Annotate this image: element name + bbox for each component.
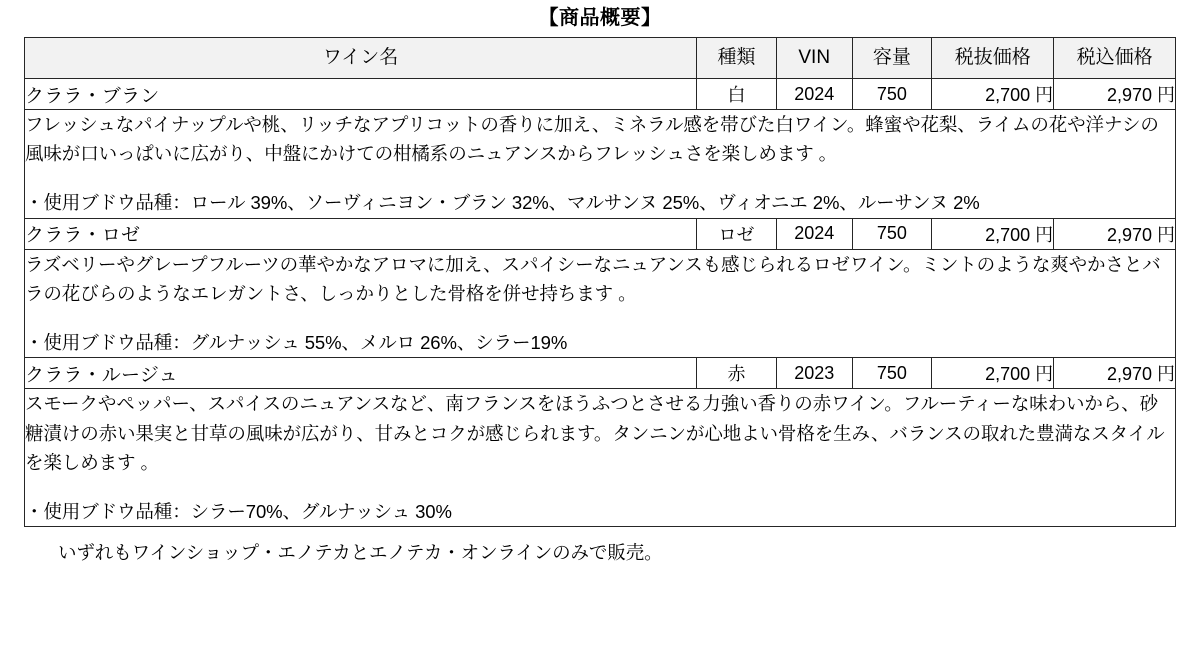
table-description-row — [25, 110, 1176, 219]
wine-grape-varieties: ・使用ブドウ品種：ロール 39%、ソーヴィニヨン・ブラン 32%、マルサンヌ 25%、ヴィオニエ 2%、ルーサンヌ 2% — [25, 192, 980, 214]
wine-type: ロゼ — [697, 218, 777, 249]
table-header-row — [25, 38, 1176, 79]
product-summary-table — [24, 37, 1176, 527]
wine-vintage: 2024 — [776, 79, 852, 110]
table-row — [25, 218, 1176, 249]
wine-name: クララ・ブラン — [25, 79, 697, 110]
wine-description-cell — [25, 249, 1176, 358]
wine-name: クララ・ロゼ — [25, 218, 697, 249]
column-header-price-excl: 税抜価格 — [932, 38, 1054, 79]
wine-price-excl: 2,700 円 — [932, 358, 1054, 389]
wine-volume: 750 — [852, 218, 932, 249]
wine-vintage: 2023 — [776, 358, 852, 389]
wine-type: 白 — [697, 79, 777, 110]
wine-price-incl: 2,970 円 — [1054, 218, 1176, 249]
footnote: いずれもワインショップ・エノテカとエノテカ・オンラインのみで販売。 — [58, 542, 663, 564]
wine-description: スモークやペッパー、スパイスのニュアンスなど、南フランスをほうふつとさせる力強い香りの赤ワイン。フルーティーな味わいから、砂糖漬けの赤い果実と甘草の風味が広がり、甘みとコクが感じられます。タンニンが心地よい骨格を生み、バランスの取れた豊満なスタイルを楽しめます 。 — [25, 393, 1165, 473]
column-header-volume: 容量 — [852, 38, 932, 79]
table-row — [25, 79, 1176, 110]
table-description-row — [25, 389, 1176, 527]
column-header-price-incl: 税込価格 — [1054, 38, 1176, 79]
table-body — [25, 79, 1176, 527]
wine-description: ラズベリーやグレープフルーツの華やかなアロマに加え、スパイシーなニュアンスも感じられるロゼワイン。ミントのような爽やかさとバラの花びらのようなエレガントさ、しっかりとした骨格を併せ持ちます 。 — [25, 253, 1161, 304]
wine-price-incl: 2,970 円 — [1054, 79, 1176, 110]
wine-volume: 750 — [852, 79, 932, 110]
wine-description: フレッシュなパイナップルや桃、リッチなアプリコットの香りに加え、ミネラル感を帯びた白ワイン。蜂蜜や花梨、ライムの花や洋ナシの風味が口いっぱいに広がり、中盤にかけての柑橘系のニュアンスからフレッシュさを楽しめます 。 — [25, 114, 1159, 165]
wine-price-excl: 2,700 円 — [932, 79, 1054, 110]
wine-grape-varieties: ・使用ブドウ品種：シラー70%、グルナッシュ 30% — [25, 500, 452, 522]
wine-price-incl: 2,970 円 — [1054, 358, 1176, 389]
column-header-type: 種類 — [697, 38, 777, 79]
table-row — [25, 358, 1176, 389]
wine-price-excl: 2,700 円 — [932, 218, 1054, 249]
column-header-wine-name: ワイン名 — [25, 38, 697, 79]
wine-type: 赤 — [697, 358, 777, 389]
table-header — [25, 38, 1176, 79]
column-header-vin: VIN — [776, 38, 852, 79]
wine-vintage: 2024 — [776, 218, 852, 249]
table-description-row — [25, 249, 1176, 358]
wine-name: クララ・ルージュ — [25, 358, 697, 389]
wine-volume: 750 — [852, 358, 932, 389]
wine-grape-varieties: ・使用ブドウ品種：グルナッシュ 55%、メルロ 26%、シラー19% — [25, 332, 568, 354]
wine-description-cell — [25, 110, 1176, 219]
page-title: 【商品概要】 — [538, 7, 662, 29]
wine-description-cell — [25, 389, 1176, 527]
